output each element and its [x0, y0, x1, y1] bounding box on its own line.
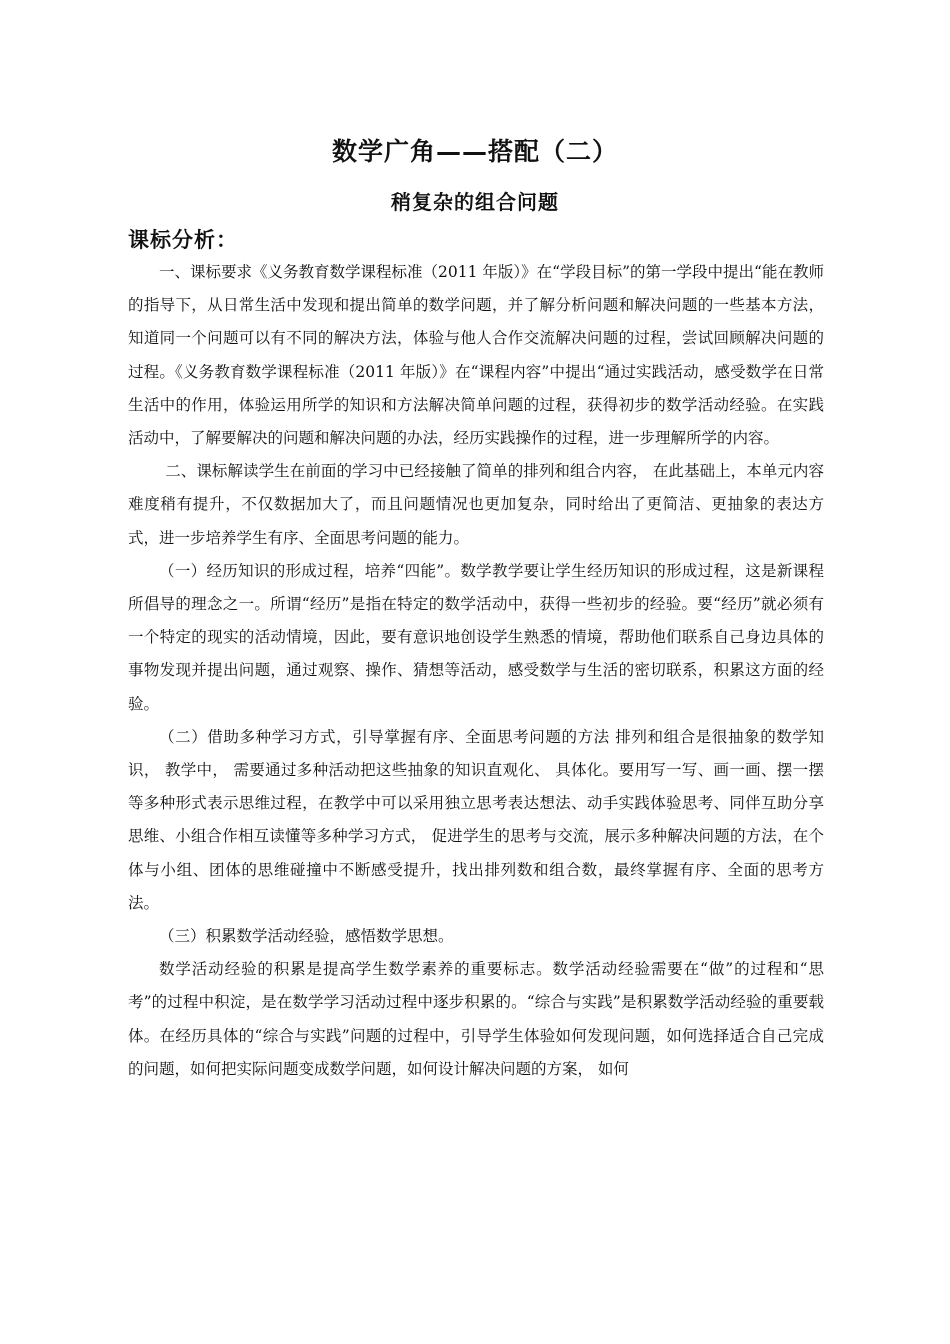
document-title: 数学广角——搭配（二）: [331, 137, 618, 166]
section-heading: 课标分析：: [128, 227, 238, 252]
paragraph-activity-experience: 数学活动经验的积累是提高学生数学素养的重要标志。数学活动经验需要在“做”的过程和“思考”的过程中积淀，是在数学学习活动过程中逐步积累的。“综合与实践”是积累数学活动经验的重要载体。在经历具体的“综合与实践”问题的过程中，引导学生体验如何发现问题，如何选择适合自己完成的问题，如何把实际问题变成数学问题，如何设计解决问题的方案， 如何: [128, 960, 824, 1078]
document-subtitle: 稍复杂的组合问题: [391, 190, 559, 214]
paragraph-point-two: （二）借助多种学习方式，引导掌握有序、全面思考问题的方法 排列和组合是很抽象的数学知识， 教学中， 需要通过多种活动把这些抽象的知识直观化、 具体化。要用写一写、画一画、摆一摆等多种形式表示思维过程，在教学中可以采用独立思考表达想法、动手实践体验思考、同伴互助分享思维、小组合作相互读懂等多种学习方式， 促进学生的思考与交流，展示多种解决问题的方法，在个体与小组、团体的思维碰撞中不断感受提升，找出排列数和组合数，最终掌握有序、全面的思考方法。: [128, 727, 824, 912]
paragraph-curriculum-interpretation: 二、课标解读学生在前面的学习中已经接触了简单的排列和组合内容， 在此基础上，本单元内容难度稍有提升，不仅数据加大了，而且问题情况也更加复杂，同时给出了更简洁、更抽象的表达方式，进一步培养学生有序、全面思考问题的能力。: [128, 462, 824, 547]
document-body: [128, 256, 824, 1086]
paragraph-point-one: （一）经历知识的形成过程，培养“四能”。数学教学要让学生经历知识的形成过程，这是新课程所倡导的理念之一。所谓“经历”是指在特定的数学活动中，获得一些初步的经验。要“经历”就必须有一个特定的现实的活动情境，因此，要有意识地创设学生熟悉的情境，帮助他们联系自己身边具体的事物发现并提出问题，通过观察、操作、猜想等活动，感受数学与生活的密切联系，积累这方面的经验。: [128, 561, 824, 713]
paragraph-curriculum-requirement: 一、课标要求《义务教育数学课程标准（2011 年版）》在“学段目标”的第一学段中提出“能在教师的指导下，从日常生活中发现和提出简单的数学问题，并了解分析问题和解决问题的一些基本方法，知道同一个问题可以有不同的解决方法，体验与他人合作交流解决问题的过程，尝试回顾解决问题的过程。《义务教育数学课程标准（2011 年版）》在“课程内容”中提出“通过实践活动，感受数学在日常生活中的作用，体验运用所学的知识和方法解决简单问题的过程，获得初步的数学活动经验。在实践活动中，了解要解决的问题和解决问题的办法，经历实践操作的过程，进一步理解所学的内容。: [128, 263, 824, 448]
paragraph-point-three-heading: （三）积累数学活动经验，感悟数学思想。: [159, 927, 454, 946]
